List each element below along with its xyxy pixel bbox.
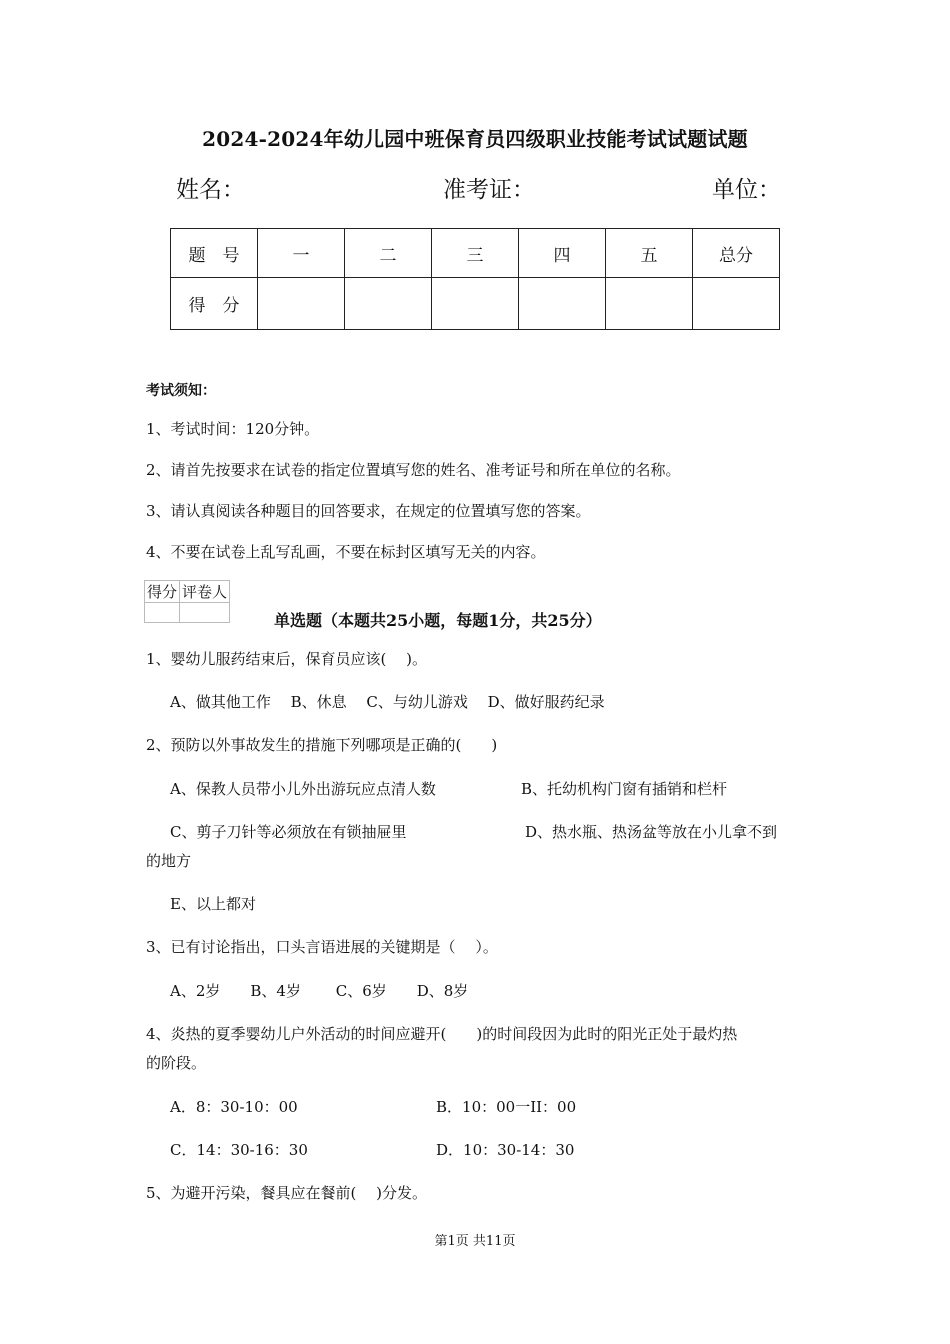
question-2-option-b: B、托幼机构门窗有插销和栏杆 [521,780,728,798]
grader-table [144,580,230,623]
question-1-options: A、做其他工作 B、休息 C、与幼儿游戏 D、做好服药纪录 [170,693,605,711]
question-4-option-c: C．14：30-16：30 [170,1141,308,1159]
question-2-option-d: D、热水瓶、热汤盆等放在小儿拿不到 [525,823,778,841]
score-cell-total[interactable] [693,278,780,330]
score-cell-2[interactable] [345,278,432,330]
page-footer: 第1页 共11页 [434,1234,516,1249]
question-4-stem: 4、炎热的夏季婴幼儿户外活动的时间应避开( )的时间段因为此时的阳光正处于最灼热 [146,1025,738,1043]
score-cell-5[interactable] [606,278,693,330]
score-header-5: 五 [606,229,693,278]
score-header-total: 总分 [693,229,780,278]
score-table-score-row [171,278,780,330]
score-header-4: 四 [519,229,606,278]
question-2-stem: 2、预防以外事故发生的措施下列哪项是正确的( ) [146,736,498,754]
question-4-stem-continued: 的阶段。 [146,1054,207,1072]
score-cell-4[interactable] [519,278,606,330]
question-1-stem: 1、婴幼儿服药结束后，保育员应该( )。 [146,650,428,668]
score-cell-1[interactable] [258,278,345,330]
notice-title: 考试须知： [146,383,216,399]
grader-score-cell[interactable] [145,603,180,623]
notice-item-1: 1、考试时间：120分钟。 [146,420,320,438]
question-2-option-a: A、保教人员带小儿外出游玩应点清人数 [170,780,436,798]
question-3-stem: 3、已有讨论指出，口头言语进展的关键期是（ ）。 [146,938,498,956]
score-row-label: 得 分 [171,278,258,330]
question-4-option-a: A．8：30-10：00 [170,1098,298,1116]
page-title: 2024-2024年幼儿园中班保育员四级职业技能考试试题试题 [202,127,748,151]
question-3-options: A、2岁 B、4岁 C、6岁 D、8岁 [170,982,469,1000]
question-4-option-b: B．10：00一II：00 [436,1098,577,1116]
exam-number-label: 准考证： [443,177,535,203]
grader-name-label: 评卷人 [180,581,230,603]
section-heading: 单选题（本题共25小题，每题1分，共25分） [274,611,602,630]
question-2-option-d-continued: 的地方 [146,852,192,870]
grader-name-cell[interactable] [180,603,230,623]
notice-item-3: 3、请认真阅读各种题目的回答要求，在规定的位置填写您的答案。 [146,502,591,520]
question-5-stem: 5、为避开污染，餐具应在餐前( )分发。 [146,1184,428,1202]
notice-item-2: 2、请首先按要求在试卷的指定位置填写您的姓名、准考证号和所在单位的名称。 [146,461,681,479]
score-table-header-row [171,229,780,278]
name-label: 姓名： [176,177,245,203]
question-2-option-e: E、以上都对 [170,895,256,913]
score-header-2: 二 [345,229,432,278]
unit-label: 单位： [712,177,781,203]
question-2-option-c: C、剪子刀针等必须放在有锁抽屉里 [170,823,407,841]
score-header-1: 一 [258,229,345,278]
score-table [170,228,780,330]
question-4-option-d: D．10：30-14：30 [436,1141,575,1159]
score-cell-3[interactable] [432,278,519,330]
score-header-3: 三 [432,229,519,278]
notice-item-4: 4、不要在试卷上乱写乱画，不要在标封区填写无关的内容。 [146,543,546,561]
grader-score-label: 得分 [145,581,180,603]
score-header-label: 题 号 [171,229,258,278]
